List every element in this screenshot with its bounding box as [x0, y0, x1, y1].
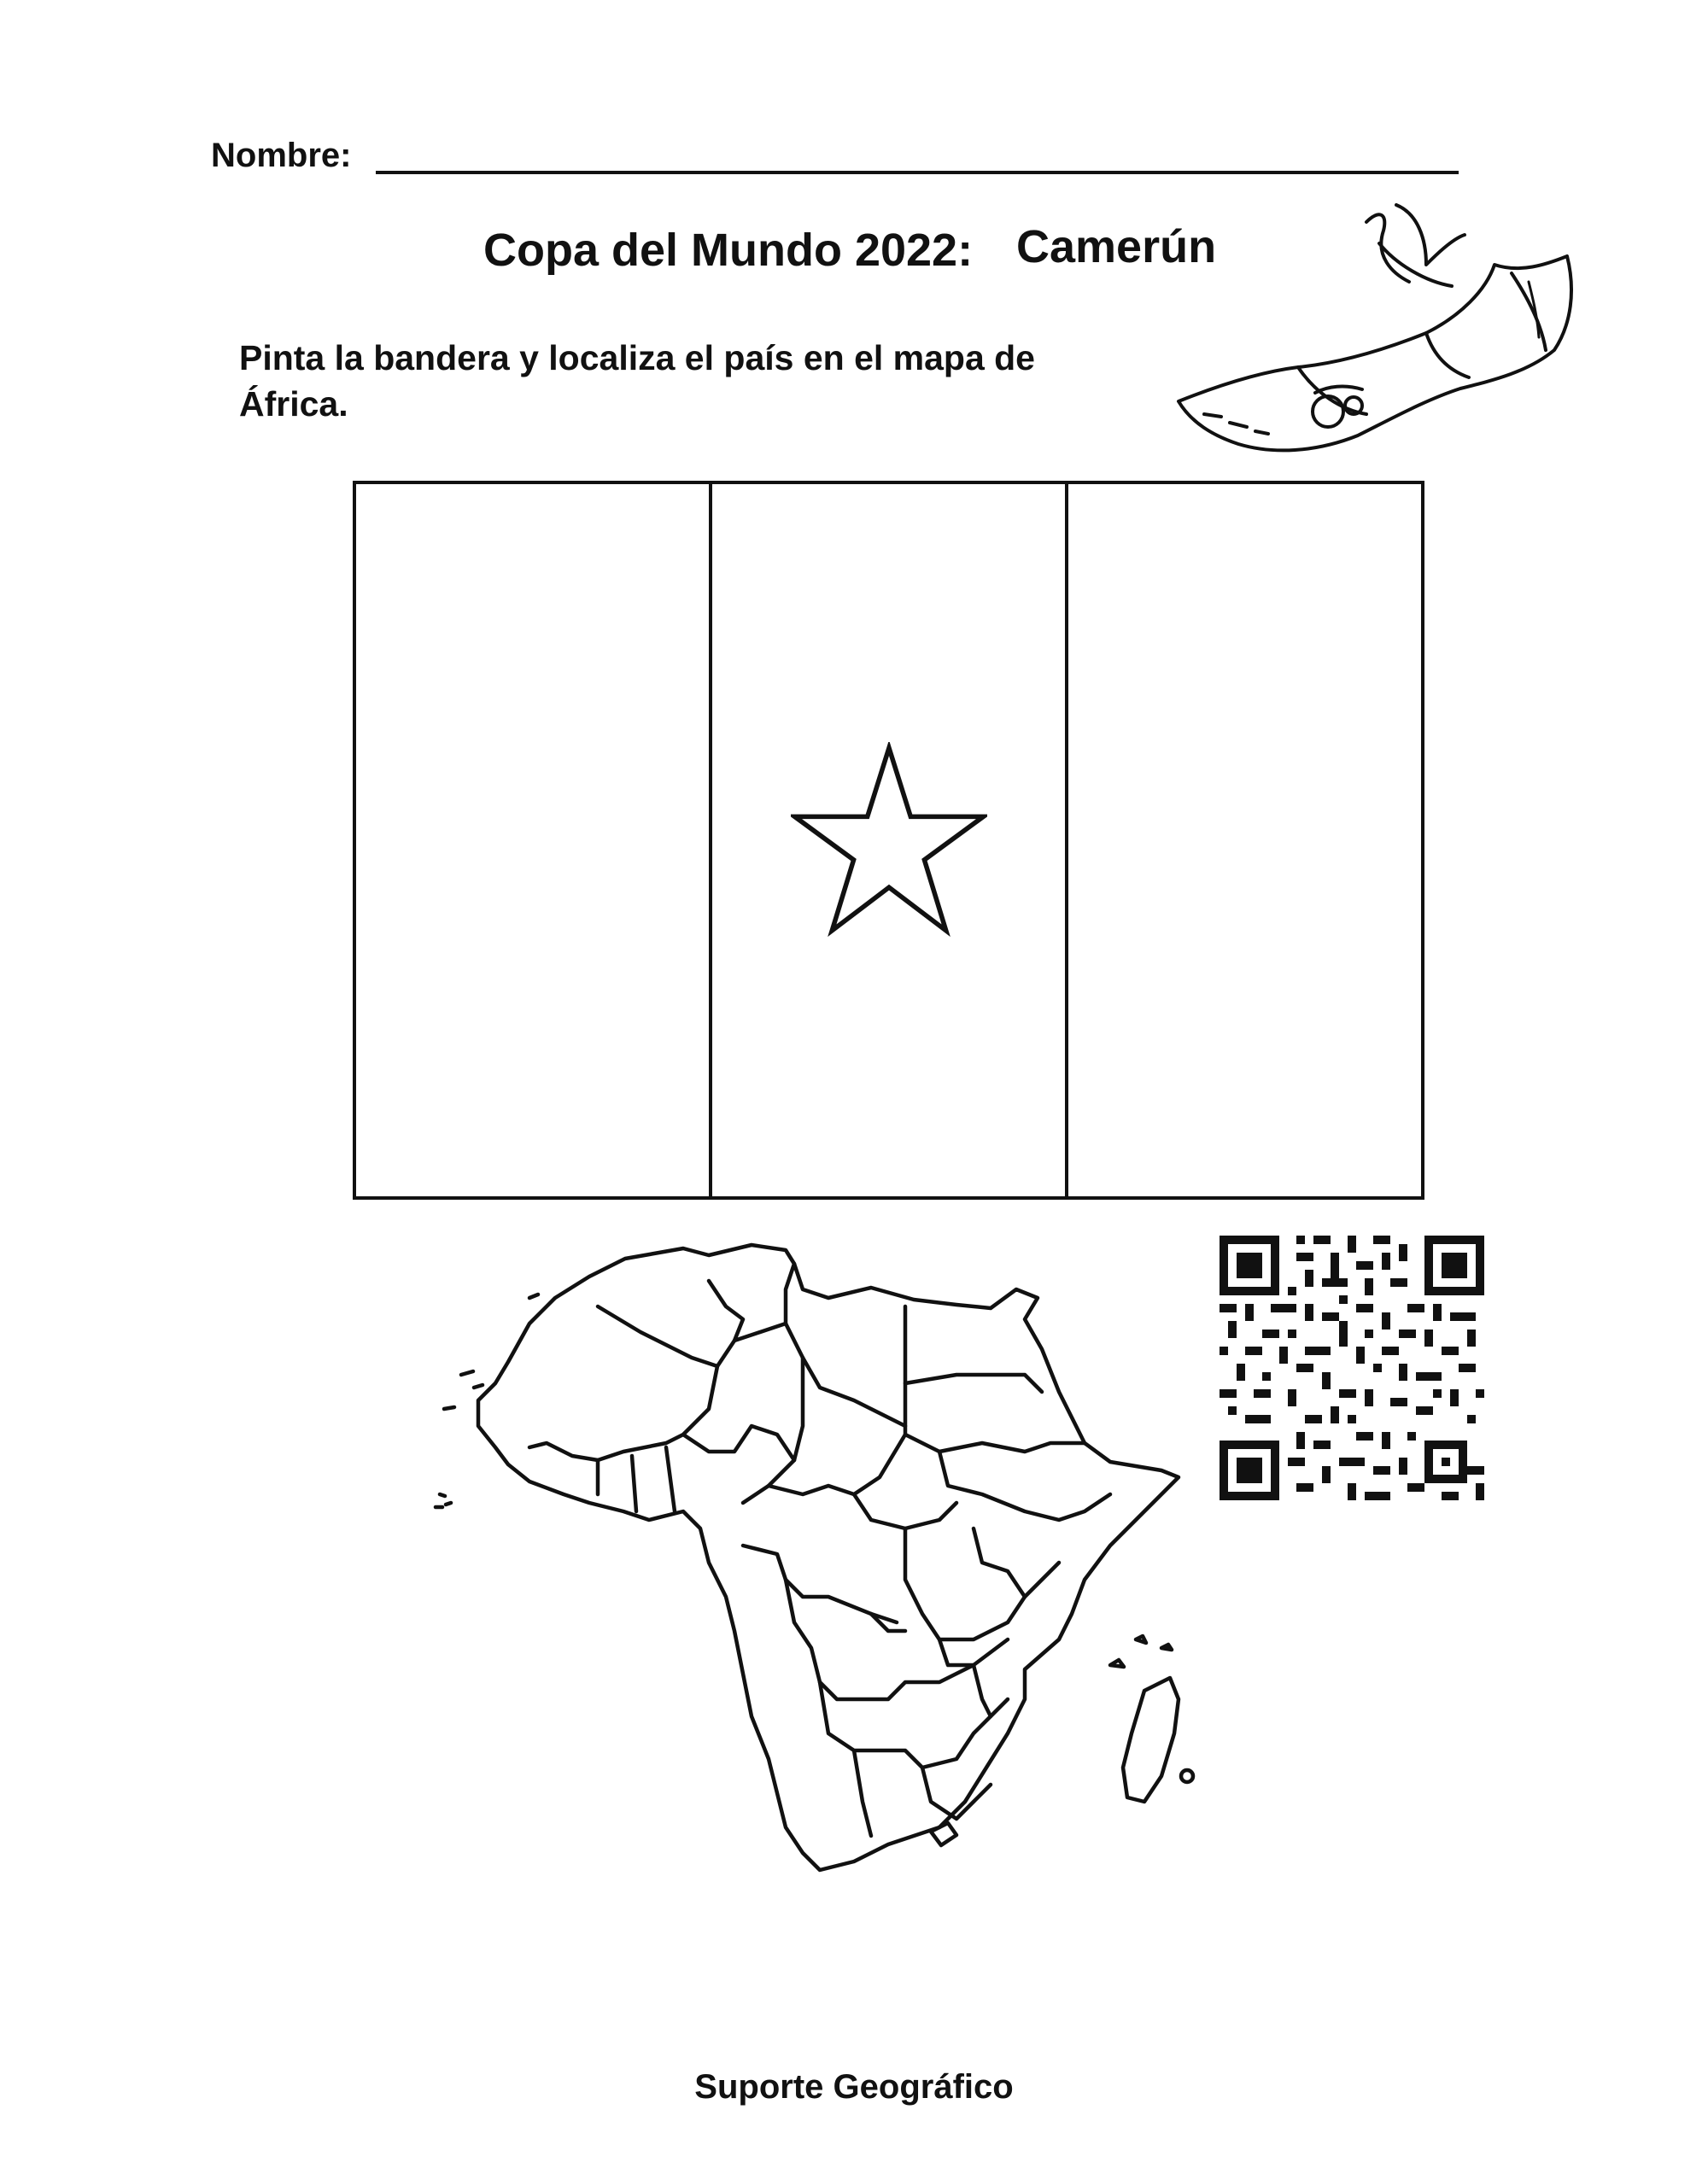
border — [854, 1494, 956, 1528]
border — [905, 1528, 1059, 1639]
flag-band-left[interactable] — [356, 484, 712, 1196]
border — [743, 1546, 897, 1622]
mascot-icon — [1170, 188, 1580, 461]
name-label: Nombre: — [211, 137, 352, 174]
footer-credit: Suporte Geográfico — [694, 2068, 1014, 2106]
country-name: Camerún — [1016, 221, 1217, 272]
madagascar-outline — [1123, 1678, 1179, 1802]
border — [529, 1366, 717, 1460]
name-input-line[interactable] — [376, 171, 1459, 174]
flag-band-right[interactable] — [1068, 484, 1421, 1196]
border — [769, 1358, 803, 1486]
africa-map — [427, 1238, 1281, 2032]
border — [939, 1639, 974, 1665]
africa-outline — [478, 1245, 1179, 1870]
flag-outline — [353, 481, 1424, 1200]
border — [905, 1435, 1085, 1452]
star-outline-icon — [791, 742, 987, 938]
border — [598, 1281, 743, 1366]
page-title: Copa del Mundo 2022: — [483, 225, 974, 276]
border — [854, 1750, 871, 1836]
border — [974, 1665, 991, 1716]
border — [939, 1452, 1110, 1520]
border — [974, 1528, 1025, 1597]
border — [683, 1426, 794, 1460]
instructions-text: Pinta la bandera y localiza el país en el mapa de África. — [239, 338, 1035, 424]
flag-band-center[interactable] — [712, 484, 1068, 1196]
border — [871, 1614, 905, 1631]
border — [905, 1306, 1042, 1392]
